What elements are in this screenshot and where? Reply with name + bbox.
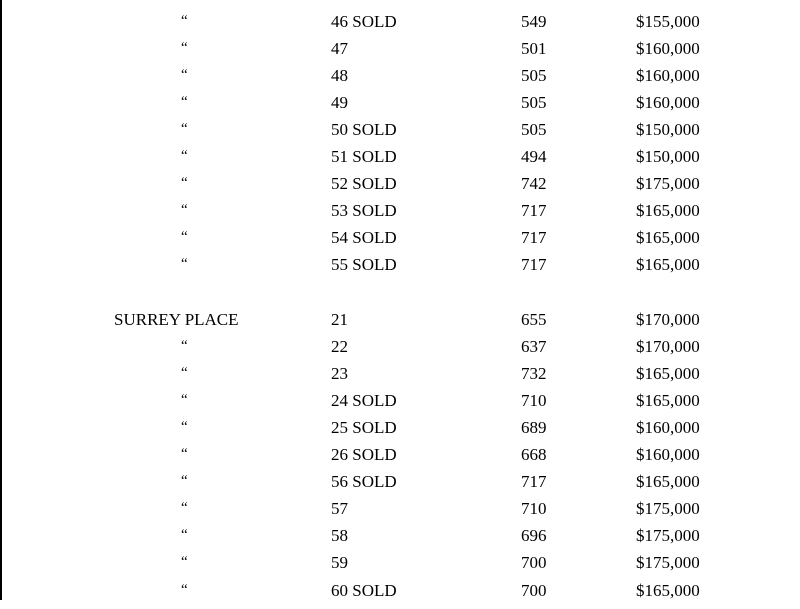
- lot-number: 56 SOLD: [331, 472, 397, 491]
- table-row: [0, 67, 800, 94]
- ditto-mark: “: [181, 94, 188, 110]
- square-footage: 655: [521, 310, 547, 329]
- table-row: [0, 527, 800, 554]
- square-footage: 549: [521, 12, 547, 31]
- ditto-mark: “: [181, 582, 188, 598]
- table-row: [0, 202, 800, 229]
- ditto-mark: “: [181, 419, 188, 435]
- price: $155,000: [636, 12, 700, 31]
- lot-number: 51 SOLD: [331, 147, 397, 166]
- table-row: [0, 446, 800, 473]
- price: $175,000: [636, 174, 700, 193]
- price: $150,000: [636, 147, 700, 166]
- price: $165,000: [636, 228, 700, 247]
- price: $160,000: [636, 66, 700, 85]
- price: $150,000: [636, 120, 700, 139]
- lot-number: 25 SOLD: [331, 418, 397, 437]
- street-name: SURREY PLACE: [114, 310, 239, 329]
- square-footage: 505: [521, 93, 547, 112]
- ditto-mark: “: [181, 338, 188, 354]
- square-footage: 494: [521, 147, 547, 166]
- square-footage: 505: [521, 120, 547, 139]
- square-footage: 710: [521, 391, 547, 410]
- lot-number: 21: [331, 310, 348, 329]
- price: $170,000: [636, 337, 700, 356]
- square-footage: 700: [521, 553, 547, 572]
- lot-number: 49: [331, 93, 348, 112]
- table-row: [0, 13, 800, 40]
- ditto-mark: “: [181, 13, 188, 29]
- price: $160,000: [636, 418, 700, 437]
- ditto-mark: “: [181, 40, 188, 56]
- lot-number: 22: [331, 337, 348, 356]
- price: $165,000: [636, 391, 700, 410]
- square-footage: 717: [521, 201, 547, 220]
- square-footage: 505: [521, 66, 547, 85]
- lot-number: 53 SOLD: [331, 201, 397, 220]
- price: $165,000: [636, 581, 700, 600]
- lot-number: 23: [331, 364, 348, 383]
- ditto-mark: “: [181, 527, 188, 543]
- price: $160,000: [636, 93, 700, 112]
- table-row: [0, 121, 800, 148]
- ditto-mark: “: [181, 148, 188, 164]
- lot-number: 24 SOLD: [331, 391, 397, 410]
- price: $175,000: [636, 499, 700, 518]
- price: $175,000: [636, 553, 700, 572]
- square-footage: 700: [521, 581, 547, 600]
- ditto-mark: “: [181, 256, 188, 272]
- ditto-mark: “: [181, 365, 188, 381]
- lot-number: 58: [331, 526, 348, 545]
- price: $175,000: [636, 526, 700, 545]
- price: $170,000: [636, 310, 700, 329]
- price: $165,000: [636, 364, 700, 383]
- ditto-mark: “: [181, 392, 188, 408]
- square-footage: 717: [521, 255, 547, 274]
- ditto-mark: “: [181, 67, 188, 83]
- ditto-mark: “: [181, 446, 188, 462]
- table-row: [0, 338, 800, 365]
- lot-number: 52 SOLD: [331, 174, 397, 193]
- lot-number: 26 SOLD: [331, 445, 397, 464]
- table-row: [0, 419, 800, 446]
- table-row: [0, 392, 800, 419]
- ditto-mark: “: [181, 121, 188, 137]
- square-footage: 637: [521, 337, 547, 356]
- price: $165,000: [636, 201, 700, 220]
- lot-number: 54 SOLD: [331, 228, 397, 247]
- square-footage: 710: [521, 499, 547, 518]
- table-row: [0, 229, 800, 256]
- square-footage: 732: [521, 364, 547, 383]
- table-row: [0, 148, 800, 175]
- lot-number: 47: [331, 39, 348, 58]
- table-row: [0, 554, 800, 581]
- table-row: [0, 365, 800, 392]
- lot-number: 46 SOLD: [331, 12, 397, 31]
- price: $160,000: [636, 39, 700, 58]
- square-footage: 501: [521, 39, 547, 58]
- square-footage: 717: [521, 472, 547, 491]
- table-row: [0, 582, 800, 609]
- table-row: [0, 175, 800, 202]
- square-footage: 696: [521, 526, 547, 545]
- ditto-mark: “: [181, 175, 188, 191]
- ditto-mark: “: [181, 554, 188, 570]
- ditto-mark: “: [181, 473, 188, 489]
- square-footage: 689: [521, 418, 547, 437]
- table-row: [0, 94, 800, 121]
- square-footage: 742: [521, 174, 547, 193]
- lot-number: 50 SOLD: [331, 120, 397, 139]
- table-row: [0, 256, 800, 283]
- table-row: [0, 500, 800, 527]
- square-footage: 717: [521, 228, 547, 247]
- price: $165,000: [636, 255, 700, 274]
- table-row: [0, 311, 800, 338]
- ditto-mark: “: [181, 202, 188, 218]
- square-footage: 668: [521, 445, 547, 464]
- lot-number: 60 SOLD: [331, 581, 397, 600]
- lot-number: 59: [331, 553, 348, 572]
- ditto-mark: “: [181, 229, 188, 245]
- price: $160,000: [636, 445, 700, 464]
- table-row: [0, 473, 800, 500]
- lot-number: 57: [331, 499, 348, 518]
- ditto-mark: “: [181, 500, 188, 516]
- price: $165,000: [636, 472, 700, 491]
- table-row: [0, 40, 800, 67]
- lot-number: 48: [331, 66, 348, 85]
- lot-number: 55 SOLD: [331, 255, 397, 274]
